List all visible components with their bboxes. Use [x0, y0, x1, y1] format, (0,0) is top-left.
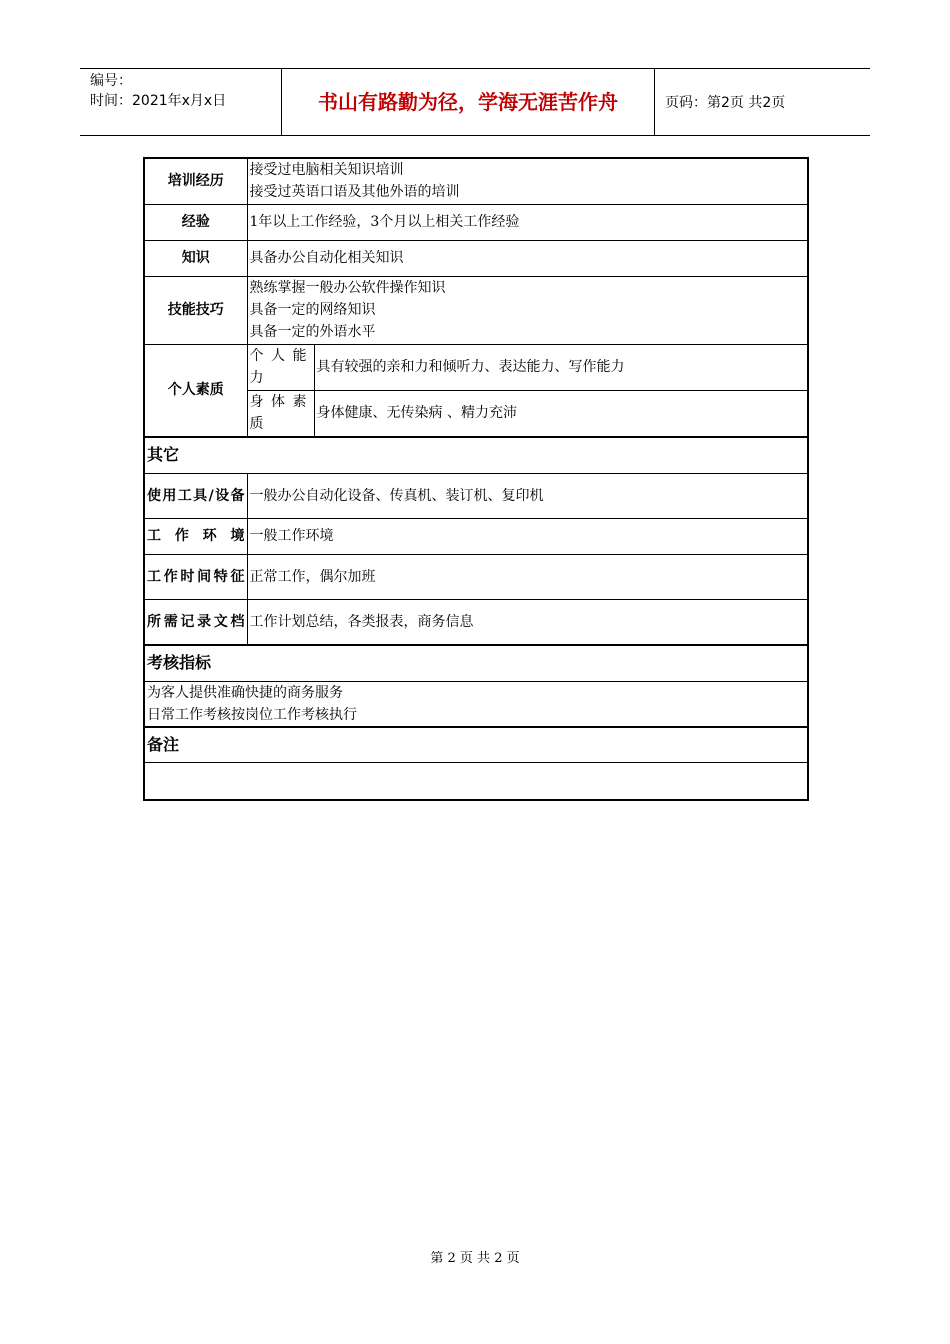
time-label: 时间：2021年x月x日 [90, 93, 227, 109]
skills-line: 具备一定的网络知识 [249, 302, 376, 318]
physical-value: 身体健康、无传染病 、精力充沛 [314, 390, 808, 437]
skills-value [247, 276, 808, 344]
work-time-label: 工作时间特征 [144, 554, 247, 599]
skills-line: 具备一定的外语水平 [249, 324, 376, 340]
page-header [80, 68, 870, 136]
row-assessment-content [144, 681, 808, 727]
section-remarks [144, 727, 808, 763]
tools-value: 一般办公自动化设备、传真机、装订机、复印机 [247, 473, 808, 518]
training-line: 接受过电脑相关知识培训 [249, 162, 404, 179]
knowledge-label: 知识 [144, 240, 247, 276]
section-assessment [144, 645, 808, 681]
other-title: 其它 [144, 437, 808, 473]
skills-label: 技能技巧 [144, 276, 247, 344]
work-time-value: 正常工作，偶尔加班 [247, 554, 808, 599]
row-work-time [144, 554, 808, 599]
tools-label: 使用工具/设备 [144, 473, 247, 518]
assessment-title: 考核指标 [144, 645, 808, 681]
experience-label: 经验 [144, 204, 247, 240]
number-label: 编号： [90, 73, 132, 89]
assessment-line: 日常工作考核按岗位工作考核执行 [147, 706, 357, 723]
header-meta [90, 71, 226, 111]
knowledge-value: 具备办公自动化相关知识 [247, 240, 808, 276]
row-documents [144, 599, 808, 645]
row-remarks-content [144, 763, 808, 800]
ability-label: 个人能力 [247, 344, 314, 390]
row-skills [144, 276, 808, 344]
header-divider [654, 69, 655, 135]
training-line: 接受过英语口语及其他外语的培训 [249, 184, 460, 201]
remarks-title: 备注 [144, 727, 808, 763]
row-training [144, 158, 808, 204]
env-value: 一般工作环境 [247, 518, 808, 554]
docs-value: 工作计划总结，各类报表，商务信息 [247, 599, 808, 645]
training-value [247, 158, 808, 204]
assessment-content [144, 681, 808, 727]
training-label: 培训经历 [144, 158, 247, 204]
page-footer: 第 2 页 共 2 页 [430, 1251, 520, 1266]
header-page-info: 页码：第2页 共2页 [665, 95, 786, 111]
env-label: 工作环境 [144, 518, 247, 554]
ability-value: 具有较强的亲和力和倾听力、表达能力、写作能力 [314, 344, 808, 390]
row-knowledge [144, 240, 808, 276]
assessment-line: 为客人提供准确快捷的商务服务 [147, 684, 343, 701]
job-description-table [143, 157, 809, 801]
experience-value: 1年以上工作经验，3个月以上相关工作经验 [247, 204, 808, 240]
header-motto: 书山有路勤为径，学海无涯苦作舟 [318, 90, 618, 114]
section-other [144, 437, 808, 473]
personal-label: 个人素质 [144, 344, 247, 437]
skills-line: 熟练掌握一般办公软件操作知识 [249, 280, 446, 296]
docs-label: 所需记录文档 [144, 599, 247, 645]
row-environment [144, 518, 808, 554]
row-personal-ability [144, 344, 808, 390]
row-experience [144, 204, 808, 240]
row-tools [144, 473, 808, 518]
remarks-content [144, 763, 808, 800]
physical-label: 身体素质 [247, 390, 314, 437]
